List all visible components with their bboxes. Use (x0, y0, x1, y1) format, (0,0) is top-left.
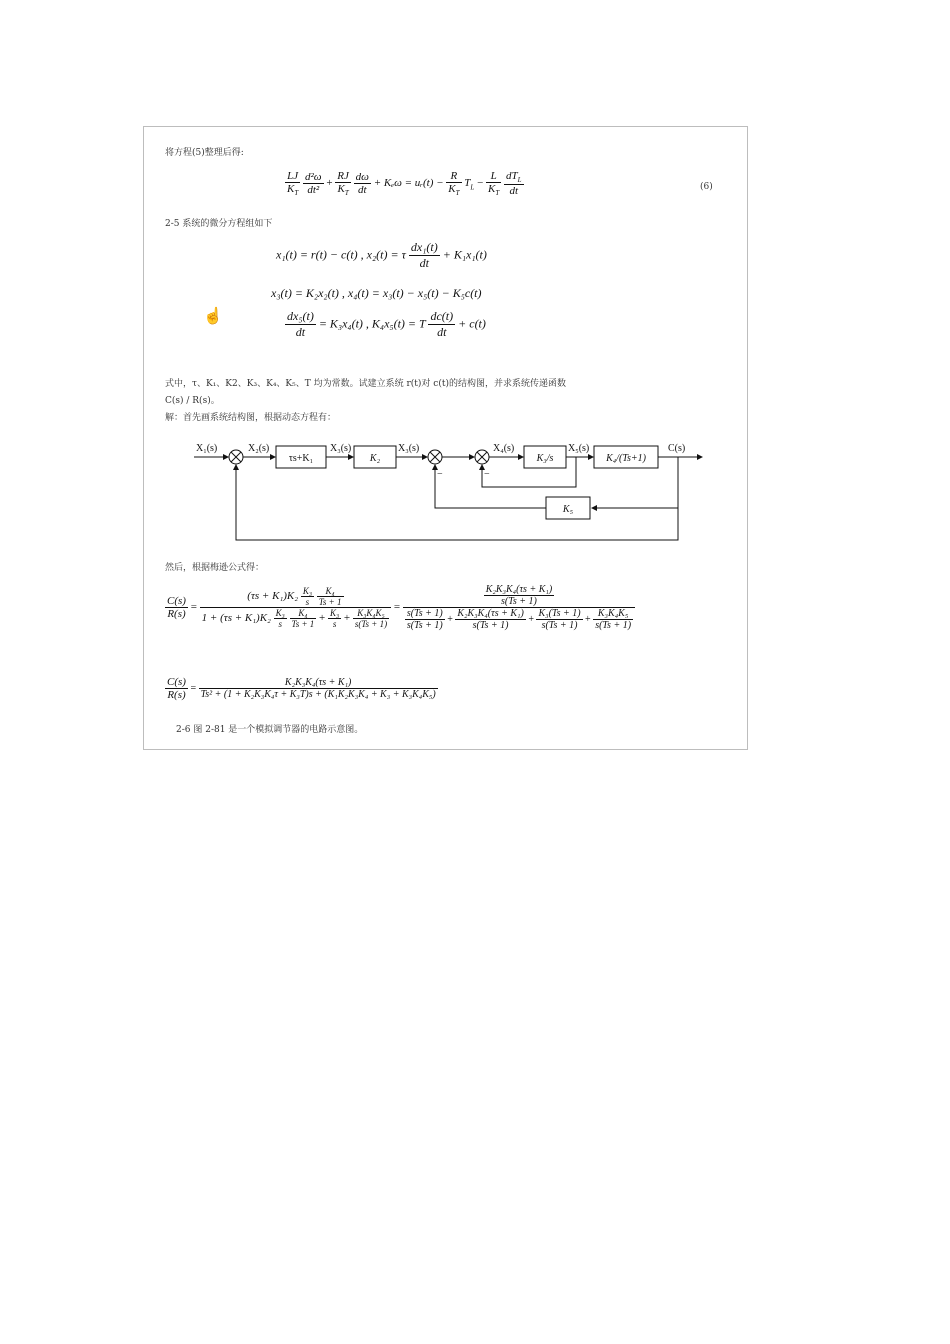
intro-text: 将方程(5)整理后得: (165, 148, 244, 158)
label-x3-in: X₃(s) (330, 443, 352, 454)
description-line-1: 式中，τ、K₁、K2、K₃、K₄、K₅、T 均为常数。试建立系统 r(t)对 c(t)的结构图，并求系统传递函数 (165, 379, 566, 389)
block-label-4: K₄/(Ts+1) (606, 453, 646, 464)
block-diagram (190, 436, 710, 548)
equation-number: (6) (700, 182, 713, 192)
label-c: C(s) (668, 443, 686, 454)
block-label-5: K₅ (562, 504, 574, 515)
equation-6: $\frac{LJ}{K_T}$ $\frac{\text{d²ω}}{\text{dt²}}$ + $\frac{RJ}{K_T}$ $\frac{d\omega}{dt}$ + Kₑω = uᵣ(t) − $\frac{R}{K_T}$ $T_L$ − $\frac{L}{K_T}$ $\frac{dT_L}{dt}$ (287, 170, 522, 198)
solution-intro: 解：首先画系统结构图，根据动态方程有： (165, 413, 337, 423)
label-x1: X₁(s) (196, 443, 218, 454)
label-x2: X₂(s) (248, 443, 270, 454)
system-equation-line-1: x₁(t) = r(t) − c(t) , x₂(t) = τ $\frac{\text{dx₁(t)}}{dt}$ + K₁x₁(t) (276, 240, 487, 270)
system-equation-line-3: $\frac{\text{dx₅(t)}}{dt}$ = K₃x₄(t) , K₄x₅(t) = T $\frac{dc(t)}{dt}$ + c(t) (287, 309, 486, 339)
problem-2-6-heading: 2-6 图 2-81 是一个模拟调节器的电路示意图。 (176, 725, 364, 735)
hand-cursor-icon: ☝ (203, 306, 223, 325)
label-x5: X₅(s) (568, 443, 590, 454)
transfer-function-1: $\frac{C(s)}{R(s)}$ = (τs + K₁)K₂ $\frac{\text{K₃}}{s}$ $\frac{\text{K₄}}{Ts + 1}$ 1 + (τs + K₁)K₂ $\frac{\text{K₃}}{s}$ $\frac{\text{K₄}}{Ts + 1}$ + $\frac{\text{K₃}}{s}$ + $\frac{\text{K₃K₄K₅}}{s(Ts + 1)}$ = $\frac{\text{K₂K₃K₄(τs + K₁)}}{s(Ts + 1)}$ $\frac{s(Ts + 1)}{s(Ts + 1)}$ + $\frac{\text{K₂K₃K₄(τs + K₁)}}{s(Ts + 1)}$ + $\frac{\text{K₃(Ts + 1)}}{s(Ts + 1)}$ + $\frac{\text{K₃K₄K₅}}{s(Ts + 1)}$ (165, 584, 635, 631)
transfer-function-2: $\frac{C(s)}{R(s)}$ = $\frac{\text{K₂K₃K₄(τs + K₁)}}{\text{Ts² + (1 + K₂K₃K₄τ + K₃T)s + (K₁K₂K₃K₄ + K₃ + K₃K₄K₅)}}$ (167, 676, 436, 701)
system-equation-line-2: x₃(t) = K₂x₂(t) , x₄(t) = x₃(t) − x₅(t) − K₅c(t) (271, 286, 482, 300)
minus-sign-3: − (484, 469, 490, 480)
block-label-2: K₂ (369, 453, 381, 464)
mason-formula-intro: 然后，根据梅逊公式得： (165, 563, 265, 573)
label-x3-out: X₃(s) (398, 443, 420, 454)
label-x4: X₄(s) (493, 443, 515, 454)
block-label-1: τs+K₁ (288, 453, 314, 464)
minus-sign-2: − (437, 469, 443, 480)
block-label-3: K₃/s (536, 453, 554, 464)
description-line-2: C(s) / R(s)。 (165, 396, 220, 406)
problem-2-5-heading: 2-5 系统的微分方程组如下 (165, 219, 273, 229)
